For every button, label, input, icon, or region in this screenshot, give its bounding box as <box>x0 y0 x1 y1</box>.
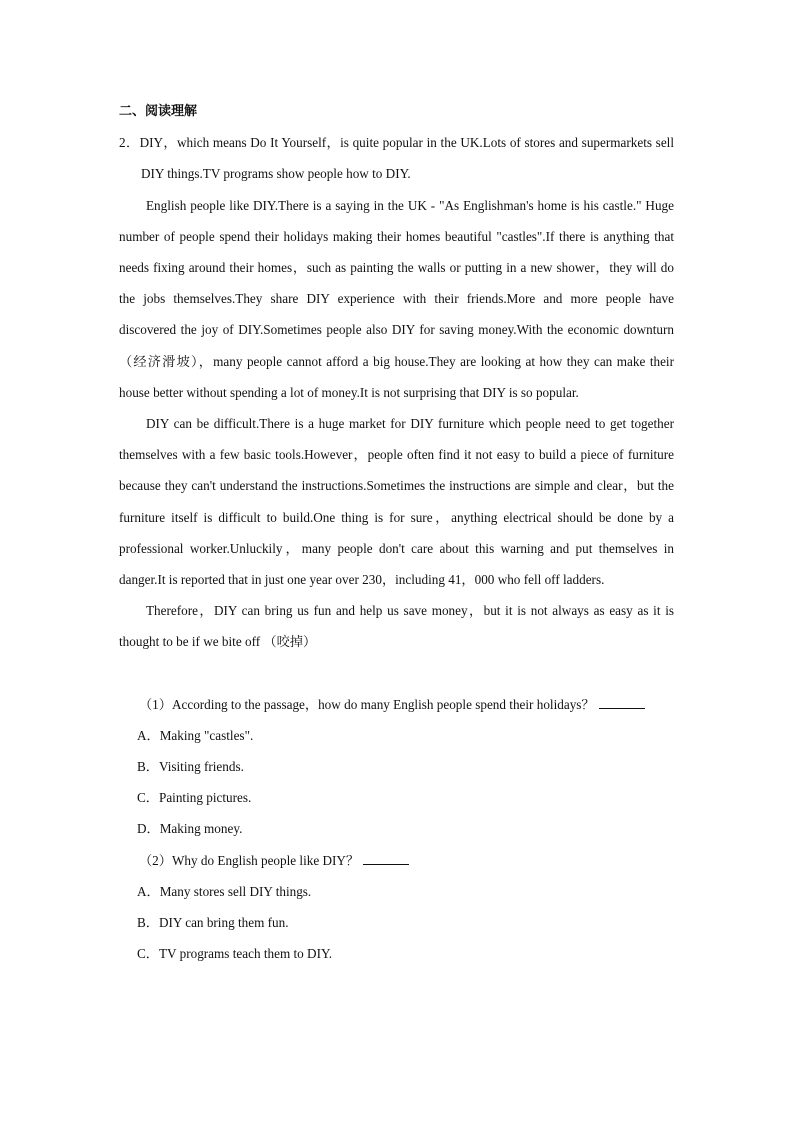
subquestion-1 <box>119 689 674 720</box>
spacer <box>119 658 674 689</box>
passage-paragraph-1: English people like DIY.There is a saying in the UK - "As Englishman's home is his castle." Huge number of people spend their holidays making their homes beautiful "castles".If there is anything that needs fixing around their homes，such as painting the walls or putting in a new shower，they will do the jobs themselves.They share DIY experience with their friends.More and more people have discovered the joy of DIY.Sometimes people also DIY for saving money.With the economic downturn （经济滑坡），many people cannot afford a big house.They are looking at how they can make their house better without spending a lot of money.It is not surprising that DIY is so popular. <box>119 197 674 400</box>
subquestion-2-label: （2）Why do English people like DIY？ <box>139 852 360 868</box>
document-page <box>119 96 674 969</box>
question-intro-text: DIY，which means Do It Yourself，is quite popular in the UK.Lots of stores and supermarkets sell DIY things.TV programs show people how to DIY. <box>139 135 674 182</box>
subquestion-1-option-a: A．Making "castles". <box>137 727 254 743</box>
question-intro <box>119 127 674 189</box>
subquestion-2-option-c: C．TV programs teach them to DIY. <box>137 946 333 962</box>
answer-blank-1[interactable] <box>599 694 645 709</box>
subquestion-1-option-c: C．Painting pictures. <box>137 790 252 806</box>
question-number: 2． <box>119 135 140 151</box>
subquestion-1-option-d: D．Making money. <box>137 821 243 837</box>
answer-blank-2[interactable] <box>363 850 409 865</box>
subquestion-2-option-b: B．DIY can bring them fun. <box>137 915 289 931</box>
subquestion-2-option-a: A．Many stores sell DIY things. <box>137 883 312 899</box>
section-title: 二、阅读理解 <box>119 104 198 119</box>
subquestion-2 <box>119 845 674 876</box>
passage-paragraph-3: Therefore，DIY can bring us fun and help us save money，but it is not always as easy as it is thought to be if we bite off （咬掉） <box>119 603 674 650</box>
subquestion-1-option-b: B．Visiting friends. <box>137 759 244 775</box>
subquestion-1-label: （1）According to the passage，how do many English people spend their holidays？ <box>139 696 595 712</box>
passage-paragraph-2: DIY can be difficult.There is a huge market for DIY furniture which people need to get together themselves with a few basic tools.However，people often find it not easy to build a piece of furniture because they can't understand the instructions.Sometimes the instructions are simple and clear，but the furniture itself is difficult to build.One thing is for sure，anything electrical should be done by a professional worker.Unluckily，many people don't care about this warning and put themselves in danger.It is reported that in just one year over 230，including 41，000 who fell off ladders. <box>119 416 674 588</box>
